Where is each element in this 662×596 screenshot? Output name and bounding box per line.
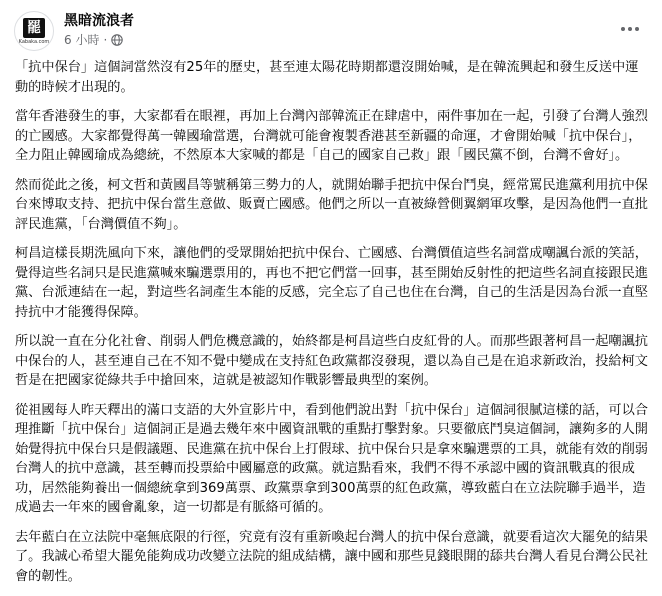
more-options-icon bbox=[621, 27, 639, 31]
author-name[interactable]: 黑暗流浪者 bbox=[64, 13, 134, 29]
more-options-button[interactable] bbox=[612, 11, 648, 47]
post-paragraph: 去年藍白在立法院中毫無底限的行徑，究竟有沒有重新喚起台灣人的抗中保台意識，就要看這次大罷免的結果了。我誠心希望大罷免能夠成功改變立法院的組成結構，讓中國和那些見錢眼開的舔共台灣人看見台灣公民社會的韌性。 bbox=[15, 529, 648, 584]
post-paragraph: 「抗中保台」這個詞當然沒有25年的歷史，甚至連太陽花時期都還沒開始喊，是在韓流興起和發生反送中運動的時候才出現的。 bbox=[15, 60, 639, 95]
post-meta bbox=[64, 32, 123, 48]
post-paragraph: 當年香港發生的事，大家都看在眼裡，再加上台灣內部韓流正在肆虐中，兩件事加在一起，引發了台灣人強烈的亡國感。大家都覺得萬一韓國瑜當選，台灣就可能會複製香港甚至新疆的命運，才會開始喊「抗中保台」，全力阻止韓國瑜成為總統，不然原本大家喊的都是「自己的國家自己救」跟「國民黨不倒，台灣不會好」。 bbox=[15, 109, 648, 163]
post-paragraph: 柯昌這樣長期洗風向下來，讓他們的受眾開始把抗中保台、亡國感、台灣價值這些名詞當成嘲諷台派的笑話，覺得這些名詞只是民進黨喊來騙選票用的，再也不把它們當一回事，甚至開始反射性的把這些名詞直接跟民進黨、台派連結在一起，對這些名詞產生本能的反感，完全忘了自己也住在台灣，自己的生活是因為台派一直堅持抗中才能獲得保障。 bbox=[15, 246, 648, 320]
post-body bbox=[15, 58, 651, 596]
avatar[interactable] bbox=[14, 11, 54, 51]
post-paragraph: 然而從此之後，柯文哲和黃國昌等號稱第三勢力的人，就開始聯手把抗中保台鬥臭，經常罵民進黨利用抗中保台來博取支持、把抗中保台當生意做、販賣亡國感。他們之所以一直被綠營側翼網軍攻擊，是因為他們一直批評民進黨，「台灣價值不夠」。 bbox=[15, 177, 648, 232]
post-header bbox=[14, 11, 648, 51]
globe-icon[interactable] bbox=[111, 34, 123, 46]
meta-separator: · bbox=[103, 33, 108, 47]
post-paragraph: 從祖國每人昨天釋出的滿口支語的大外宣影片中，看到他們說出對「抗中保台」這個詞很膩這樣的話，可以合理推斷「抗中保台」這個詞正是過去幾年來中國資訊戰的重點打擊對象。只要徹底鬥臭這個詞，讓夠多的人開始覺得抗中保台只是假議題、民進黨在抗中保台上打假球、抗中保台只是拿來騙選票的工具，就能有效的削弱台灣人的抗中意識，甚至轉而投票給中國屬意的政黨。就這點看來，我們不得不承認中國的資訊戰真的很成功，居然能夠養出一個總統拿到369萬票、政黨票拿到300萬票的紅色政黨，導致藍白在立法院聯手過半，造成過去一年來的國會亂象，這一切都是有脈絡可循的。 bbox=[15, 402, 648, 515]
avatar-logo-caption: Kabaka.com bbox=[18, 38, 50, 45]
avatar-logo-glyph: 罷 bbox=[23, 18, 45, 38]
post-paragraph: 所以說一直在分化社會、削弱人們危機意識的，始終都是柯昌這些白皮紅骨的人。而那些跟著柯昌一起嘲諷抗中保台的人，甚至連自己在不知不覺中變成在支持紅色政黨都沒發現，還以為自己是在追求新政治，投給柯文哲是在把國家從綠共手中搶回來，這就是被認知作戰影響最典型的案例。 bbox=[15, 334, 648, 388]
post-timestamp[interactable]: 6 小時 bbox=[64, 33, 100, 47]
